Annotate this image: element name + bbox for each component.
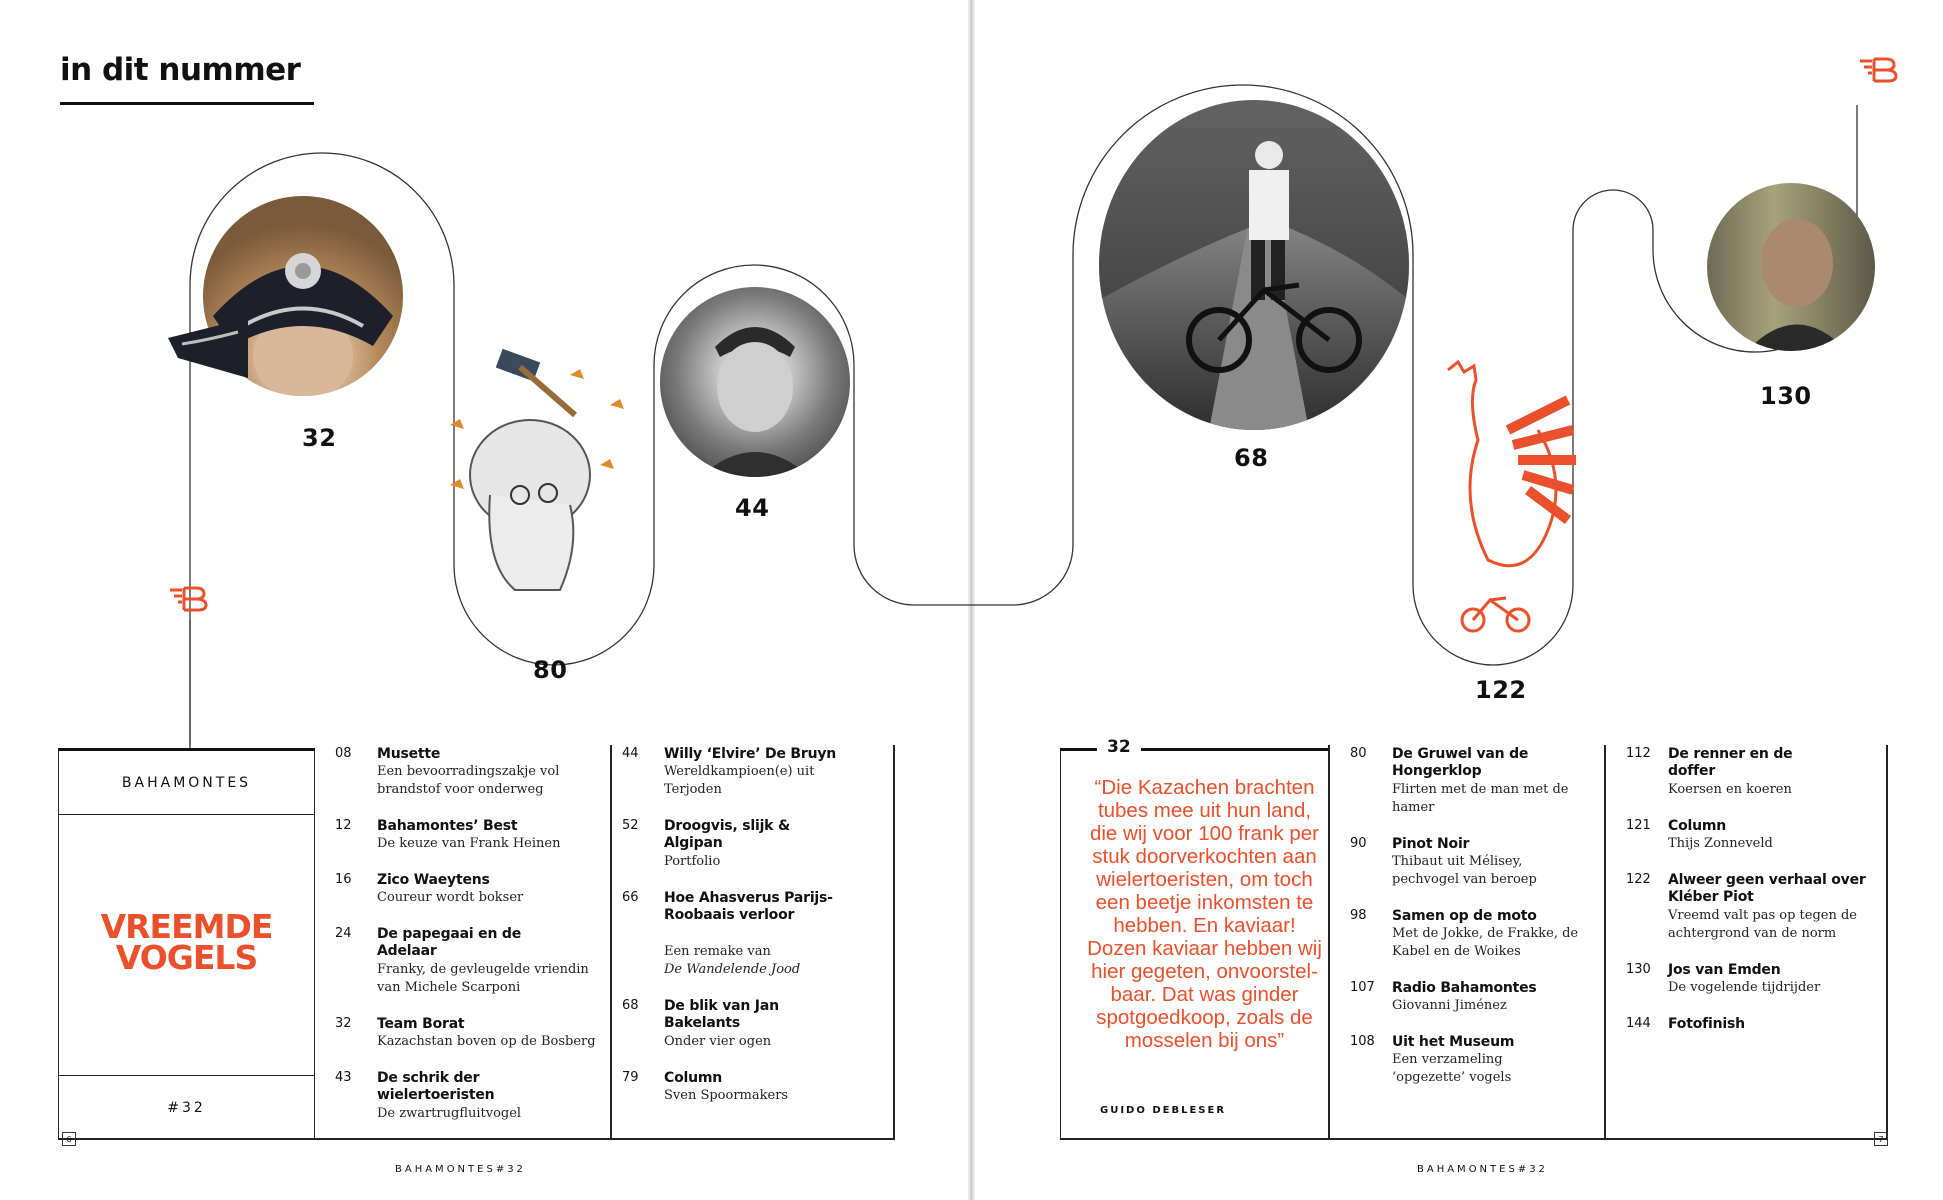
- page-number-80: 80: [533, 656, 568, 684]
- cover-issue-number: #32: [59, 1075, 314, 1139]
- page-number-left: 6: [62, 1132, 76, 1146]
- page-gutter: [968, 0, 975, 1200]
- page-title: in dit nummer: [60, 52, 301, 88]
- cover-title-line-2: VOGELS: [115, 938, 258, 977]
- cover-title: [59, 907, 314, 977]
- page-number-32: 32: [302, 424, 337, 452]
- issue-cover-box: [58, 748, 315, 1140]
- pull-quote-author: GUIDO DEBLESER: [1100, 1105, 1227, 1116]
- hat-brim-icon: [168, 318, 248, 388]
- column-divider: [1328, 745, 1330, 1140]
- rider-portrait-forest: [1707, 183, 1875, 351]
- page-number-44: 44: [735, 494, 770, 522]
- rooster-bicycle-illustration: [1428, 360, 1578, 640]
- pull-quote-text: “Die Kazachen brachten tubes mee uit hun land, die wij voor 100 frank per stuk doorverkochten aan wielertoeristen, om toch een beetje inkomsten te hebben. En kaviaar! Dozen kaviaar hebben wij hier gegeten, onvoorstel-baar. Dat was ginder spotgoedkoop, zoals de mosselen bij ons”: [1087, 776, 1322, 1052]
- page-number-122: 122: [1475, 676, 1527, 704]
- footer-folio-left: BAHAMONTES#32: [395, 1164, 526, 1175]
- toc-bottom-rule: [1060, 1138, 1887, 1140]
- title-underline: [60, 102, 314, 105]
- column-divider: [1886, 745, 1888, 1140]
- page-number-right: 7: [1874, 1132, 1888, 1146]
- cover-magazine-name: BAHAMONTES: [59, 751, 314, 815]
- page-number-68: 68: [1234, 444, 1269, 472]
- vintage-cyclist-portrait: [660, 287, 850, 477]
- bahamontes-wing-logo-icon: [168, 586, 212, 619]
- footer-folio-right: BAHAMONTES#32: [1417, 1164, 1548, 1175]
- cyclist-on-road-photo: [1099, 100, 1409, 430]
- page-number-130: 130: [1760, 382, 1812, 410]
- column-divider: [610, 745, 612, 1140]
- bahamontes-wing-logo-icon: [1858, 57, 1902, 90]
- toc-bottom-rule: [58, 1138, 894, 1140]
- helmet-hammer-illustration: [430, 345, 650, 615]
- pull-quote-page-number: 32: [1097, 737, 1141, 757]
- column-divider: [1604, 745, 1606, 1140]
- cover-title-line-1: VREEMDE: [100, 907, 273, 946]
